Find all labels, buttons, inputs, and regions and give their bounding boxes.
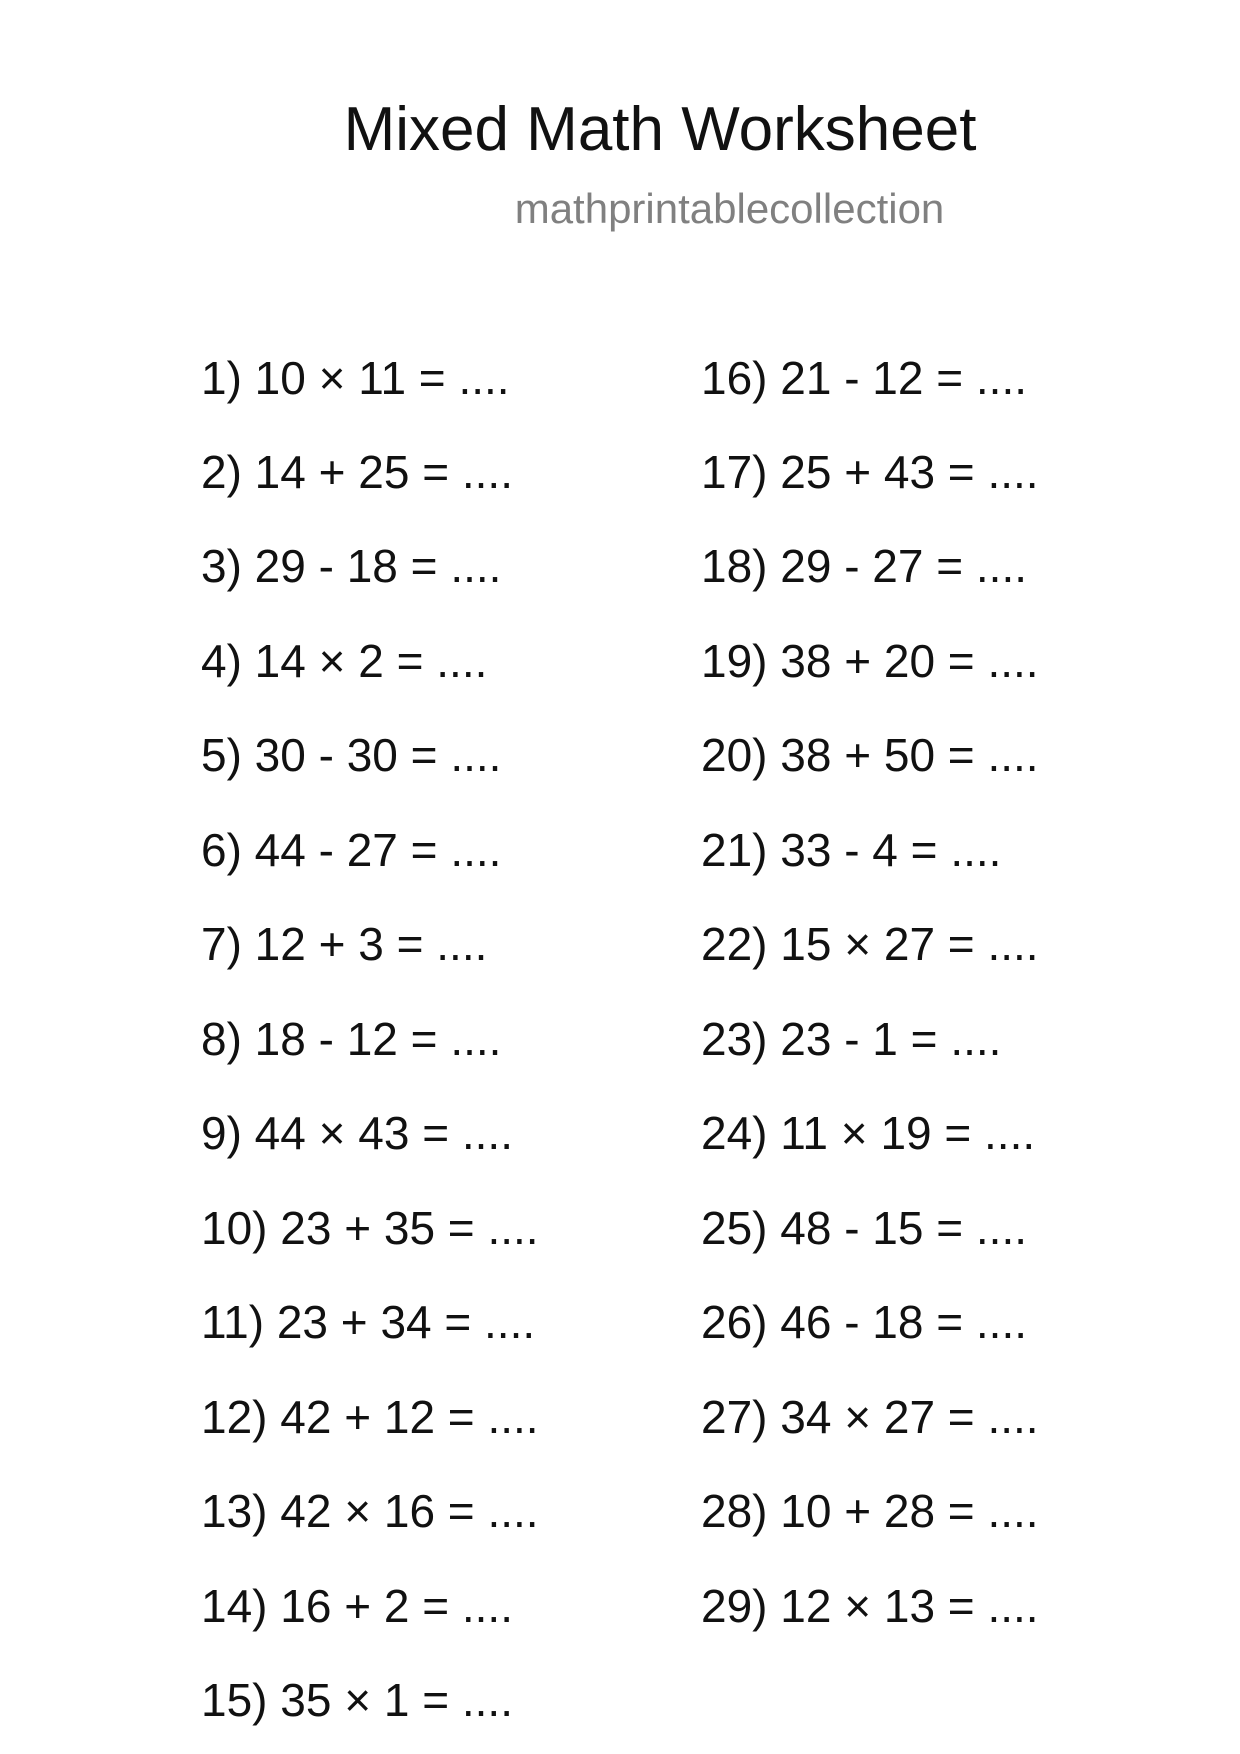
problem-22: 22) 15 × 27 = .... (701, 918, 1039, 970)
page-subtitle: mathprintablecollection (514, 185, 945, 232)
problem-5: 5) 30 - 30 = .... (201, 729, 502, 781)
problem-23: 23) 23 - 1 = .... (701, 1013, 1002, 1065)
problem-28: 28) 10 + 28 = .... (701, 1485, 1039, 1537)
page-title: Mixed Math Worksheet (343, 95, 977, 164)
problem-2: 2) 14 + 25 = .... (201, 446, 513, 498)
problem-6: 6) 44 - 27 = .... (201, 824, 502, 876)
problem-14: 14) 16 + 2 = .... (201, 1580, 513, 1632)
problem-13: 13) 42 × 16 = .... (201, 1485, 539, 1537)
problem-8: 8) 18 - 12 = .... (201, 1013, 502, 1065)
problem-9: 9) 44 × 43 = .... (201, 1107, 513, 1159)
problem-24: 24) 11 × 19 = .... (701, 1107, 1036, 1159)
problem-4: 4) 14 × 2 = .... (201, 635, 488, 687)
problem-10: 10) 23 + 35 = .... (201, 1202, 539, 1254)
problem-29: 29) 12 × 13 = .... (701, 1580, 1039, 1632)
problem-18: 18) 29 - 27 = .... (701, 540, 1028, 592)
problem-1: 1) 10 × 11 = .... (201, 352, 510, 404)
problem-21: 21) 33 - 4 = .... (701, 824, 1002, 876)
problem-27: 27) 34 × 27 = .... (701, 1391, 1039, 1443)
problem-11: 11) 23 + 34 = .... (201, 1296, 536, 1348)
problem-7: 7) 12 + 3 = .... (201, 918, 488, 970)
problem-15: 15) 35 × 1 = .... (201, 1674, 513, 1726)
problem-17: 17) 25 + 43 = .... (701, 446, 1039, 498)
problem-3: 3) 29 - 18 = .... (201, 540, 502, 592)
problem-26: 26) 46 - 18 = .... (701, 1296, 1028, 1348)
problem-16: 16) 21 - 12 = .... (701, 352, 1028, 404)
problem-19: 19) 38 + 20 = .... (701, 635, 1039, 687)
problem-20: 20) 38 + 50 = .... (701, 729, 1039, 781)
problem-12: 12) 42 + 12 = .... (201, 1391, 539, 1443)
problem-25: 25) 48 - 15 = .... (701, 1202, 1028, 1254)
